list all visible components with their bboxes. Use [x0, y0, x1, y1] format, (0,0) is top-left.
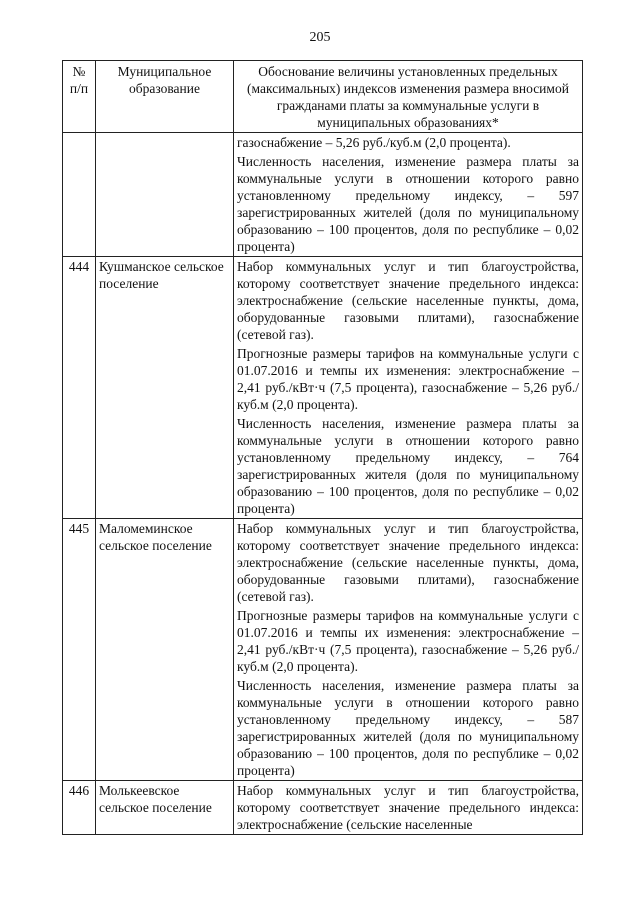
- municipality-name: Молькеевское сельское поселение: [96, 781, 234, 835]
- justification-paragraph: Численность населения, изменение размера платы за коммунальные услуги в отношении которого равно установленному предельному индексу, – 764 зарегистрированных жителя (доля по муниципальному образованию – 100 процентов, доля по республике – 0,02 процента): [237, 416, 579, 516]
- justification-paragraph: Численность населения, изменение размера платы за коммунальные услуги в отношении которого равно установленному предельному индексу, – 587 зарегистрированных жителей (доля по муниципальному образованию – 100 процентов, доля по республике – 0,02 процента): [237, 678, 579, 778]
- municipality-name: Маломеминское сельское поселение: [96, 519, 234, 781]
- municipality-name: Кушманское сельское поселение: [96, 257, 234, 519]
- justification-paragraph: Прогнозные размеры тарифов на коммунальные услуги с 01.07.2016 и темпы их изменения: электроснабжение – 2,41 руб./кВт·ч (7,5 процента), газоснабжение – 5,26 руб./куб.м (2,0 процента).: [237, 346, 579, 412]
- justification-paragraph: газоснабжение – 5,26 руб./куб.м (2,0 процента).: [237, 135, 511, 150]
- justification-cell: [234, 781, 583, 835]
- row-number: 444: [63, 257, 96, 519]
- justification-cell: [234, 257, 583, 519]
- table-header-row: [63, 61, 583, 133]
- row-number: 445: [63, 519, 96, 781]
- justification-cell: [234, 519, 583, 781]
- table-row: [63, 133, 583, 257]
- tariff-table: [62, 60, 583, 835]
- justification-cell: [234, 133, 583, 257]
- header-num: № п/п: [63, 61, 96, 133]
- row-number: [63, 133, 96, 257]
- table-row: [63, 781, 583, 835]
- justification-paragraph: Численность населения, изменение размера платы за коммунальные услуги в отношении которого равно установленному предельному индексу, – 597 зарегистрированных жителей (доля по муниципальному образованию – 100 процентов, доля по республике – 0,02 процента): [237, 154, 579, 254]
- row-number: 446: [63, 781, 96, 835]
- header-justification: Обоснование величины установленных предельных (максимальных) индексов изменения размера вносимой гражданами платы за коммунальные услуги в муниципальных образованиях*: [234, 61, 583, 133]
- municipality-name: [96, 133, 234, 257]
- justification-paragraph: Набор коммунальных услуг и тип благоустройства, которому соответствует значение предельного индекса: электроснабжение (сельские населенные пункты, дома, оборудованные газовыми плитами), газоснабжение (сетевой газ).: [237, 259, 579, 342]
- table-row: [63, 257, 583, 519]
- header-municipality: Муниципальное образование: [96, 61, 234, 133]
- justification-paragraph: Прогнозные размеры тарифов на коммунальные услуги с 01.07.2016 и темпы их изменения: электроснабжение – 2,41 руб./кВт·ч (7,5 процента), газоснабжение – 5,26 руб./куб.м (2,0 процента).: [237, 608, 579, 674]
- page-number: 205: [309, 30, 331, 45]
- justification-paragraph: Набор коммунальных услуг и тип благоустройства, которому соответствует значение предельного индекса: электроснабжение (сельские населенные: [237, 783, 579, 832]
- justification-paragraph: Набор коммунальных услуг и тип благоустройства, которому соответствует значение предельного индекса: электроснабжение (сельские населенные пункты, дома, оборудованные газовыми плитами), газоснабжение (сетевой газ).: [237, 521, 579, 604]
- table-row: [63, 519, 583, 781]
